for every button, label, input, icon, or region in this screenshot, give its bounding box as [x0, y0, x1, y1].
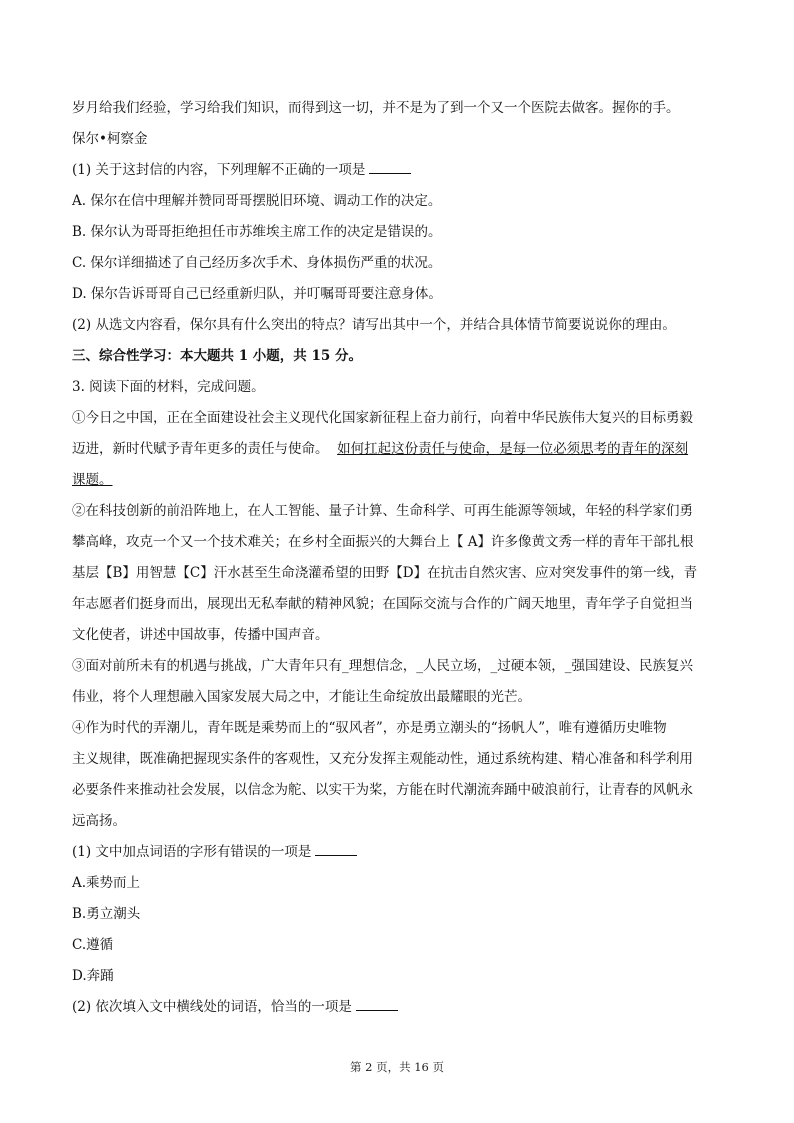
paragraph-line: 伟业，将个人理想融入国家发展大局之中，才能让生命绽放出最耀眼的光芒。	[72, 689, 531, 705]
paragraph-line: ①今日之中国，正在全面建设社会主义现代化国家新征程上奋力前行，向着中华民族伟大复兴的目标勇毅	[72, 410, 693, 426]
paragraph-line: ②在科技创新的前沿阵地上，在人工智能、量子计算、生命科学、可再生能源等领域，年轻的科学家们勇	[72, 503, 693, 519]
answer-blank	[356, 997, 398, 1011]
text-span: 迈进，新时代赋予青年更多的责任与使命。	[72, 441, 329, 457]
question-3-1	[72, 842, 730, 862]
option-a: A.乘势而上	[72, 875, 141, 891]
paragraph-line: ④作为时代的弄潮儿，青年既是乘势而上的“驭风者”，亦是勇立潮头的“扬帆人”，唯有遵循历史唯物	[72, 720, 667, 736]
paragraph-line: 基层【B】用智慧【C】汗水甚至生命浇灌希望的田野【D】在抗击自然灾害、应对突发事件的第一线，青	[72, 565, 698, 581]
option-d: D.奔踊	[72, 968, 114, 984]
option-c: C.遵循	[72, 937, 114, 953]
text-line: 岁月给我们经验，学习给我们知识，而得到这一切，并不是为了到一个又一个医院去做客。握你的手。	[72, 100, 680, 116]
task-heading: 3. 阅读下面的材料，完成问题。	[72, 379, 265, 395]
signature-line: 保尔•柯察金	[72, 131, 148, 147]
page-footer: 第 2 页，共 16 页	[349, 1060, 445, 1074]
answer-blank	[369, 160, 411, 174]
section-heading: 三、综合性学习：本大题共 1 小题，共 15 分。	[72, 348, 362, 364]
option-d: D. 保尔告诉哥哥自己已经重新归队，并叮嘱哥哥要注意身体。	[72, 286, 442, 302]
paragraph-2	[72, 501, 730, 645]
option-c: C. 保尔详细描述了自己经历多次手术、身体损伤严重的状况。	[72, 255, 442, 271]
paragraph-line: 必要条件来推动社会发展，以信念为舵、以实干为桨，方能在时代潮流奔踊中破浪前行，让青春的风帆永	[72, 782, 693, 798]
question-3-2	[72, 997, 730, 1017]
question-text: (1) 文中加点词语的字形有错误的一项是	[72, 844, 312, 860]
paragraph-4	[72, 718, 730, 831]
question-2: (2) 从选文内容看，保尔具有什么突出的特点？请写出其中一个，并结合具体情节简要说说你的理由。	[72, 317, 676, 333]
question-text: (2) 依次填入文中横线处的词语，恰当的一项是	[72, 999, 352, 1015]
paragraph-line: 主义规律，既准确把握现实条件的客观性，又充分发挥主观能动性，通过系统构建、精心准备和科学利用	[72, 751, 693, 767]
document-body	[72, 98, 730, 1028]
question-text: (1) 关于这封信的内容，下列理解不正确的一项是	[72, 162, 366, 178]
paragraph-line: ③面对前所未有的机遇与挑战，广大青年只有_理想信念，_人民立场，_过硬本领，_强国建设、民族复兴	[72, 658, 693, 674]
question-1	[72, 160, 730, 180]
paragraph-3	[72, 656, 730, 707]
paragraph-1	[72, 408, 730, 490]
option-b: B.勇立潮头	[72, 906, 141, 922]
option-b: B. 保尔认为哥哥拒绝担任市苏维埃主席工作的决定是错误的。	[72, 224, 442, 240]
underlined-sentence: 如何扛起这份责任与使命，是每一位必须思考的青年的深刻	[337, 441, 689, 457]
paragraph-line: 年志愿者们挺身而出，展现出无私奉献的精神风貌；在国际交流与合作的广阔天地里，青年学子自觉担当	[72, 596, 693, 612]
underlined-sentence-end: 课题。	[72, 472, 113, 488]
paragraph-line	[72, 439, 730, 459]
option-a: A. 保尔在信中理解并赞同哥哥摆脱旧环境、调动工作的决定。	[72, 193, 442, 209]
paragraph-line: 攀高峰，攻克一个又一个技术难关；在乡村全面振兴的大舞台上【 A】许多像黄文秀一样的青年干部扎根	[72, 534, 694, 550]
paragraph-line: 文化使者，讲述中国故事，传播中国声音。	[72, 627, 329, 643]
paragraph-line: 远高扬。	[72, 813, 126, 829]
answer-blank	[315, 842, 357, 856]
